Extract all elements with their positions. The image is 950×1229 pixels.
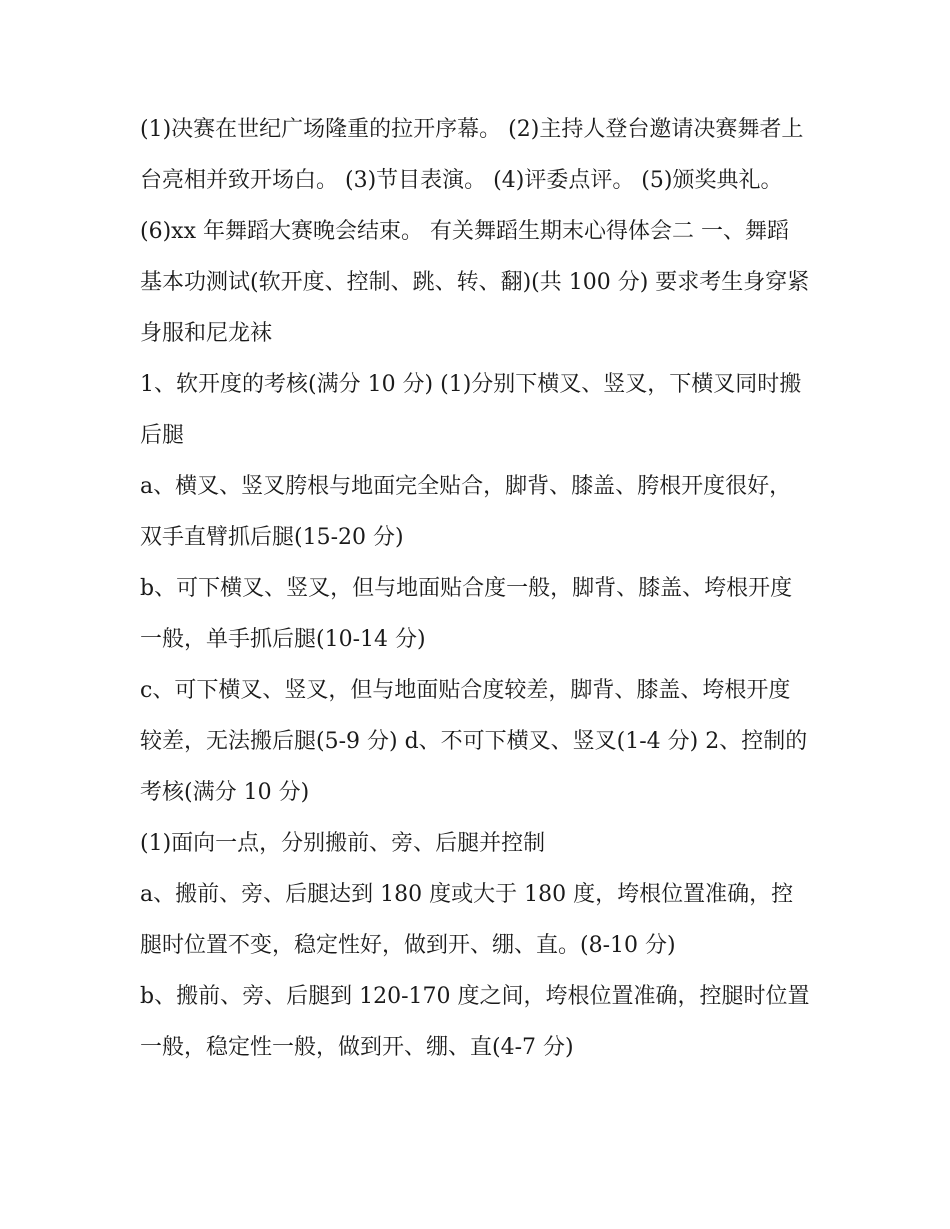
paragraph-final-procedure: (1)决赛在世纪广场隆重的拉开序幕。 (2)主持人登台邀请决赛舞者上台亮相并致开场白。 (3)节目表演。 (4)评委点评。 (5)颁奖典礼。 [140,117,804,193]
paragraph-control-grade-b: b、搬前、旁、后腿到 120-170 度之间，垮根位置准确，控腿时位置一般，稳定性一般，做到开、绷、直(4-7 分) [140,984,810,1060]
paragraph-flexibility-grade-a: a、横叉、竖叉胯根与地面完全贴合，脚背、膝盖、胯根开度很好，双手直臂抓后腿(15-20 分) [140,474,792,550]
paragraph-flexibility-grade-b: b、可下横叉、竖叉，但与地面贴合度一般，脚背、膝盖、垮根开度一般，单手抓后腿(10-14 分) [140,576,793,652]
paragraph-control-grade-a: a、搬前、旁、后腿达到 180 度或大于 180 度，垮根位置准确，控腿时位置不变，稳定性好，做到开、绷、直。(8-10 分) [140,882,794,958]
paragraph-flexibility-assessment: 1、软开度的考核(满分 10 分) (1)分别下横叉、竖叉，下横叉同时搬后腿 [140,372,802,448]
paragraph-dance-basic-test: (6)xx 年舞蹈大赛晚会结束。 有关舞蹈生期末心得体会二 一、舞蹈基本功测试(软开度、控制、跳、转、翻)(共 100 分) 要求考生身穿紧身服和尼龙袜 [140,219,810,346]
paragraph-control-method: (1)面向一点，分别搬前、旁、后腿并控制 [140,831,546,856]
paragraph-flexibility-grade-c-d: c、可下横叉、竖叉，但与地面贴合度较差，脚背、膝盖、垮根开度较差，无法搬后腿(5-9 分) d、不可下横叉、竖叉(1-4 分) 2、控制的考核(满分 10 分) [140,678,808,805]
document-body [140,104,810,1073]
